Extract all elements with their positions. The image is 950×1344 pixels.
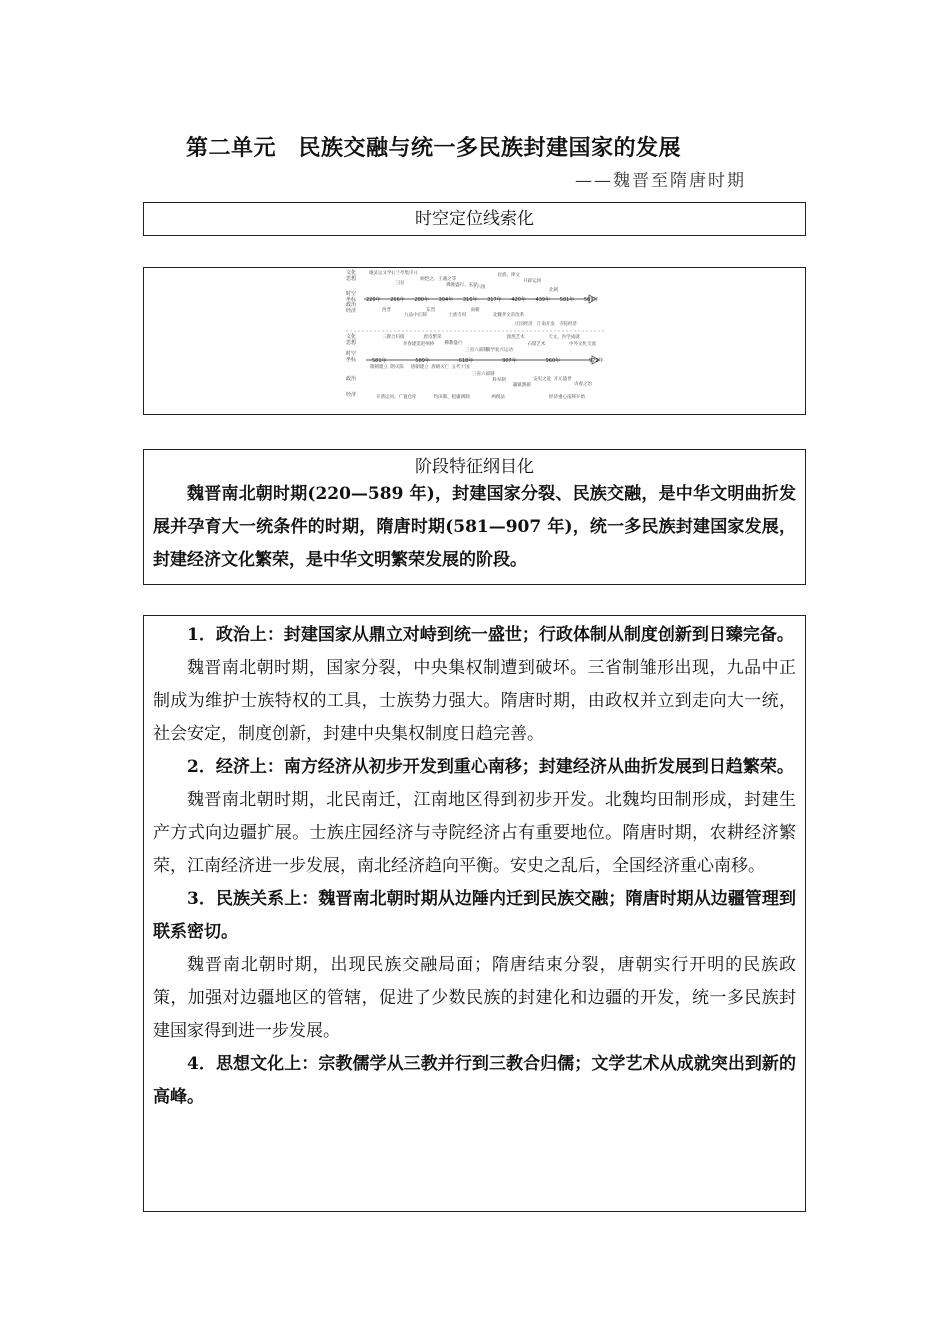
timeline-year-upper: 317年 xyxy=(487,297,502,303)
timeline-politics-item: 五代十国 xyxy=(451,365,470,370)
timeline-politics-item: 科举制 xyxy=(492,378,506,383)
timeline-politics-item: 寺院经济 xyxy=(559,322,577,327)
timeline-politics-item: 唐朝建立 xyxy=(410,365,429,370)
content-paragraph: 魏晋南北朝时期，北民南迁，江南地区得到初步开发。北魏均田制形成，封建生产方式向边疆扩展。士族庄园经济与寺院经济占有重要地位。隋唐时期，农耕经济繁荣，江南经济进一步发展，南北经济趋向平衡。安史之乱后，全国经济重心南移。 xyxy=(153,790,796,876)
timeline-year-lower: 979年 xyxy=(589,358,604,364)
features-paragraph: 魏晋南北朝时期(220—589 年)，封建国家分裂、民族交融，是中华文明曲折发展并孕育大一统条件的时期，隋唐时期(581—907 年)，统一多民族封建国家发展，封建经济文化繁荣，是中华文明繁荣发展的阶段。 xyxy=(153,484,796,570)
page-title: 第二单元 民族交融与统一多民族封建国家的发展 xyxy=(186,135,682,161)
timeline-year-upper: 420年 xyxy=(511,297,526,303)
timeline-year-lower: 581年 xyxy=(372,358,387,364)
content-paragraph: 1．政治上：封建国家从鼎立对峙到统一盛世；行政体制从制度创新到日臻完备。 xyxy=(187,625,794,645)
timeline-year-upper: 581年 xyxy=(559,297,575,303)
timeline-culture-item: 李春建造赵州桥 xyxy=(402,342,435,347)
timeline-economy-item: 经济重心南移开始 xyxy=(549,395,585,400)
content-box xyxy=(143,615,806,1212)
features-box xyxy=(143,449,806,585)
timeline-culture-item: 北朝 xyxy=(549,288,558,293)
timeline-politics-item: 隋灭陈 xyxy=(390,365,404,370)
timeline-politics-item: 土族专权 xyxy=(448,313,467,318)
timeline-politics-item: 江南开发 xyxy=(536,322,555,327)
timeline-row-label: 坐标 xyxy=(346,357,357,363)
timeline-politics-item: 藩镇割据 xyxy=(512,383,531,388)
content-paragraph: 4．思想文化上：宗教儒学从三教并行到三教合归儒；文学艺术从成就突出到新的高峰。 xyxy=(153,1054,796,1107)
timeline-politics-item: 开元盛世 xyxy=(553,377,572,382)
timeline-politics-item: 贞观之治 xyxy=(574,382,592,387)
timeline-culture-item: 谢灵运文学(《兰亭集序》) xyxy=(369,271,418,276)
timeline-year-lower: 618年 xyxy=(458,358,474,364)
timeline-year-upper: 220年 xyxy=(366,297,381,303)
timeline-culture-item: 开辟运河 xyxy=(523,279,542,284)
timeline-culture-item: 三省六部制 xyxy=(465,348,488,353)
timeline-culture-item: 三国 xyxy=(394,281,404,286)
page-subtitle: ——魏晋至隋唐时期 xyxy=(575,171,746,191)
timeline-row-label: 坐标 xyxy=(346,297,357,303)
timeline-politics-item: 九品中正制 xyxy=(404,313,427,318)
timeline-politics-item: 唐朝灭亡 xyxy=(431,365,450,370)
timeline-heading-box xyxy=(143,202,806,236)
timeline-culture-item: 佛教盛行、玄学 xyxy=(446,283,478,288)
timeline-politics-item: 东晋 xyxy=(426,308,436,313)
timeline-politics-item: 三省六部制 xyxy=(472,372,495,377)
timeline-politics-item: 安史之乱 xyxy=(533,377,552,382)
timeline-row-label: 文化 xyxy=(346,334,357,340)
timeline-politics-item: 西晋 xyxy=(382,308,391,313)
timeline-culture-item: 中外文化交流 xyxy=(569,342,596,347)
timeline-year-upper: 439年 xyxy=(535,297,551,303)
timeline-culture-item: 敦煌艺术 xyxy=(506,335,525,340)
timeline-row-label: 时空 xyxy=(346,351,357,357)
timeline-culture-item: 佛教盛行 xyxy=(444,341,463,346)
content-paragraph: 魏晋南北朝时期，出现民族交融局面；隋唐结束分裂，唐朝实行开明的民族政策，加强对边疆地区的管辖，促进了少数民族的封建化和边疆的开发，统一多民族封建国家得到进一步发展。 xyxy=(153,955,796,1041)
timeline-year-upper: 304年 xyxy=(438,297,454,303)
timeline-culture-item: 十六国 xyxy=(471,285,486,290)
timeline-year-lower: 589年 xyxy=(415,358,430,364)
content-paragraph: 魏晋南北朝时期，国家分裂，中央集权制遭到破坏。三省制雏形出现，九品中正制成为维护士族特权的工具，士族势力强大。隋唐时期，由政权并立到走向大一统，社会安定，制度创新，封建中央集权制度日趋完善。 xyxy=(153,658,796,744)
timeline-figure-box xyxy=(143,267,806,415)
timeline-culture-item: 儒学复兴运动 xyxy=(485,348,513,353)
timeline-row-label: 经济 xyxy=(346,392,357,398)
timeline-year-upper: 280年 xyxy=(414,297,429,303)
content-paragraph: 3．民族关系上：魏晋南北朝时期从边陲内迁到民族交融；隋唐时期从边疆管理到联系密切。 xyxy=(153,889,796,942)
timeline-row-label: 经济 xyxy=(346,308,357,314)
content-paragraph: 2．经济上：南方经济从初步开发到重心南移；封建经济从曲折发展到日趋繁荣。 xyxy=(187,757,794,777)
timeline-politics-item: 北魏孝文帝改革 xyxy=(492,313,525,318)
timeline-row-label: 时空 xyxy=(346,291,357,297)
timeline-culture-item: 天文、医学成就 xyxy=(548,335,580,340)
timeline-year-upper: 589年 xyxy=(584,297,599,303)
timeline-year-lower: 960年 xyxy=(545,358,561,364)
timeline-politics-item: 南朝 xyxy=(470,308,480,313)
timeline-row-label: 政治 xyxy=(346,376,357,382)
timeline-culture-item: 石窟艺术 xyxy=(527,342,546,347)
timeline-culture-item: 唐诗繁荣 xyxy=(423,335,442,340)
timeline-row-label: 文化 xyxy=(346,270,357,276)
timeline-economy-item: 均田制、租庸调制 xyxy=(433,395,470,400)
timeline-culture-item: 三教合归儒 xyxy=(382,335,405,340)
timeline-culture-item: 民族、律文 xyxy=(497,273,521,278)
timeline-politics-item: 庄园经济 xyxy=(514,322,533,327)
timeline-row-label: 政治 xyxy=(346,302,357,308)
timeline-heading: 时空定位线索化 xyxy=(415,209,534,229)
timeline-culture-item: 顾恺之、王羲之等 xyxy=(420,277,457,282)
timeline-year-lower: 907年 xyxy=(502,358,517,364)
timeline-figure xyxy=(144,268,805,414)
timeline-year-upper: 316年 xyxy=(462,297,478,303)
timeline-year-upper: 266年 xyxy=(390,297,405,303)
timeline-row-label: 思想 xyxy=(346,276,357,282)
features-heading: 阶段特征纲目化 xyxy=(415,457,534,477)
timeline-row-label: 思想 xyxy=(346,340,357,346)
timeline-economy-item: 开凿运河、广置仓库 xyxy=(376,395,417,400)
timeline-politics-item: 隋朝建立 xyxy=(370,365,388,370)
timeline-economy-item: 两税法 xyxy=(491,395,505,400)
